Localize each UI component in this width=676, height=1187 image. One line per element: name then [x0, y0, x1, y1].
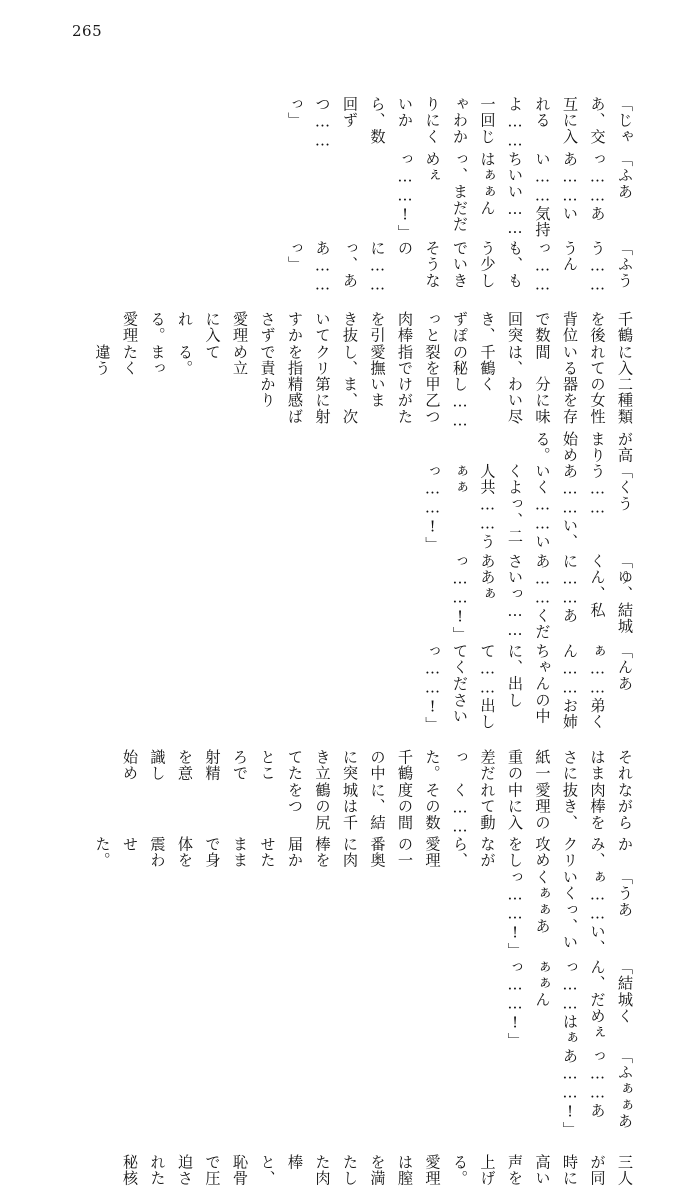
text-line: 二種類の女性器を存分に味わい尽くし……甲乙つけがたいまま、次第に射精感ばかり: [258, 376, 634, 431]
text-line: 「ふうう……うんっ……も、もう少しでいきそうなのに……っ、ああ……っ」: [286, 240, 634, 295]
text-line: かみ、クリ攻めをしながら、愛理の一番奥に肉棒を届かせたままで身体を震わせた。: [93, 836, 634, 869]
text-line: ながら肉棒を抜き、愛理の中に入れて動く……その数度の間に、結城は千鶴の尻をつ: [286, 781, 634, 836]
text-line: 「ゆ、結城くん、私に……ああ……くださいっ……ああぁっ……!」: [451, 553, 634, 644]
text-line: 「結城くん、だめぇっ……はぁぁぁんっ……!」: [506, 958, 634, 1049]
text-line: 「ふぁぁあっ……ああ……!」: [561, 1048, 634, 1139]
text-line: 三人が同時に高い声を上げる。愛理は膣を満たした肉棒と、恥骨で圧迫された秘核: [121, 1154, 634, 1187]
page-text-body: [38, 96, 638, 1187]
text-line: 「くうう……あ……い、いく……いくよっ、二人共……うぁぁっ……!」: [423, 463, 634, 554]
page-number: 265: [72, 22, 103, 40]
text-line: それはまさに紙一重の差だった。千鶴の中に突き立てたところで射精を意識し始め: [121, 748, 634, 782]
text-line: 「んあぁ……弟くん……お姉ちゃんの中に、出して……出してくださいっ……!」: [423, 643, 634, 733]
text-line: に入れている間は、千鶴の秘裂を指で愛撫し、クリを指で責め立てる。まったく違う: [93, 343, 634, 377]
text-line: が高まり始める。: [533, 430, 634, 464]
text-line: 「うあぁ……い、いくっ、いくぁぁあっ……!」: [506, 868, 634, 959]
text-line: 千鶴を後背位で数回突き、ずぽっと肉棒を引き抜いてすかさず愛理に入れる。愛理: [121, 310, 634, 344]
text-line: 「じゃあ、交互に入れるよ……一回じゃわかりにくいから、数回ずつ……っ」: [286, 96, 634, 151]
text-line: 「ふあっ……ああ……いい……気持ちいい……はぁぁんっ、まだだめぇっ……!」: [396, 150, 634, 241]
